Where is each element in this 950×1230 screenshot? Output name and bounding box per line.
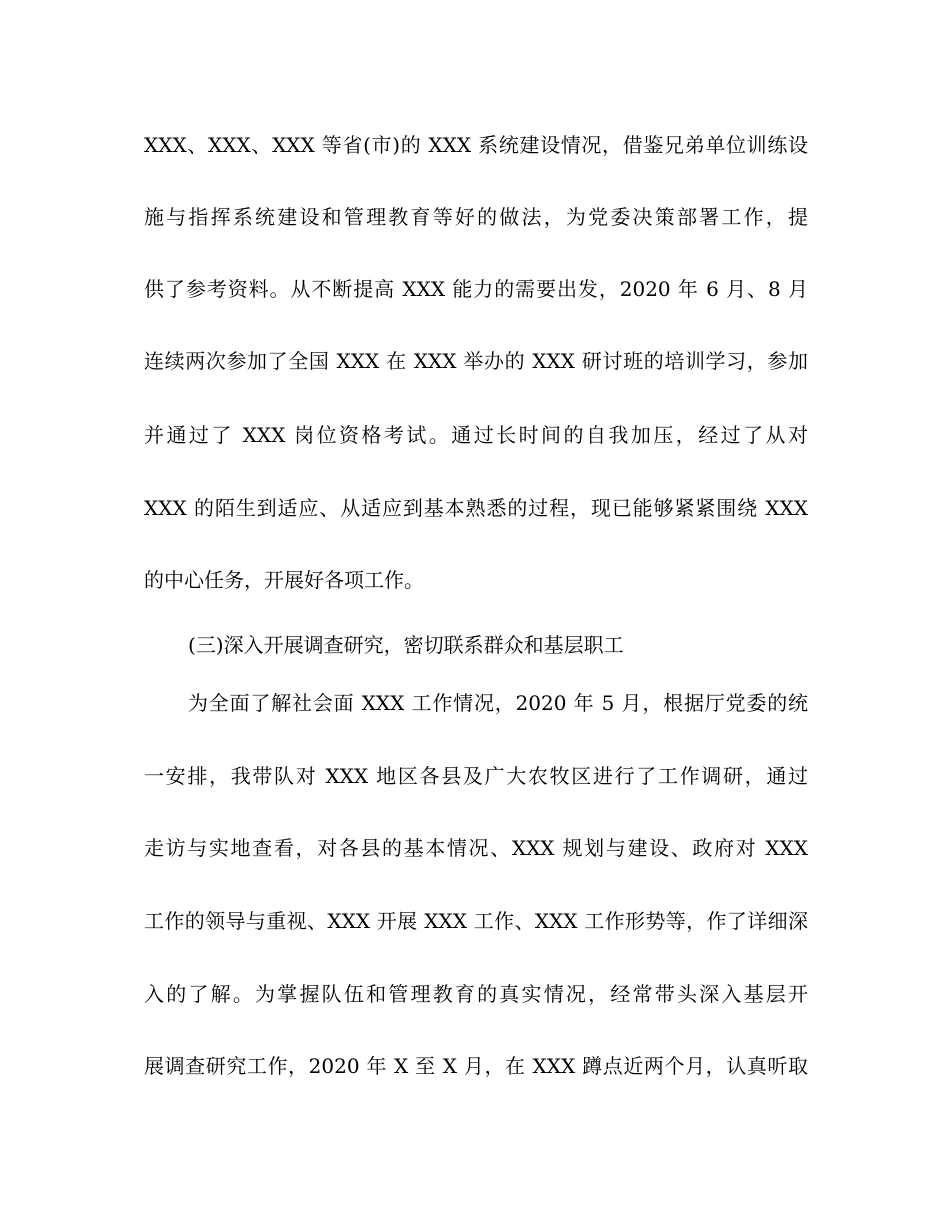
- paragraph-2-line-3: 走访与实地查看，对各县的基本情况、XXX 规划与建设、政府对 XXX: [144, 836, 808, 860]
- paragraph-2-line-2: 一安排，我带队对 XXX 地区各县及广大农牧区进行了工作调研，通过: [144, 764, 808, 788]
- section-heading: (三)深入开展调查研究，密切联系群众和基层职工: [188, 633, 624, 657]
- paragraph-1-line-3: 供了参考资料。从不断提高 XXX 能力的需要出发，2020 年 6 月、8 月: [144, 277, 808, 301]
- paragraph-1-line-7: 的中心任务，开展好各项工作。: [144, 568, 424, 592]
- paragraph-1-line-6: XXX 的陌生到适应、从适应到基本熟悉的过程，现已能够紧紧围绕 XXX: [144, 496, 808, 520]
- paragraph-2-line-5: 入的了解。为掌握队伍和管理教育的真实情况，经常带头深入基层开: [144, 982, 808, 1006]
- paragraph-1-line-2: 施与指挥系统建设和管理教育等好的做法，为党委决策部署工作，提: [144, 205, 808, 229]
- paragraph-2-line-4: 工作的领导与重视、XXX 开展 XXX 工作、XXX 工作形势等，作了详细深: [144, 909, 808, 933]
- paragraph-2-line-1: 为全面了解社会面 XXX 工作情况，2020 年 5 月，根据厅党委的统: [188, 691, 808, 715]
- paragraph-1-line-4: 连续两次参加了全国 XXX 在 XXX 举办的 XXX 研讨班的培训学习，参加: [144, 349, 808, 373]
- paragraph-1-line-1: XXX、XXX、XXX 等省(市)的 XXX 系统建设情况，借鉴兄弟单位训练设: [144, 133, 808, 157]
- paragraph-2-line-6: 展调查研究工作，2020 年 X 至 X 月，在 XXX 蹲点近两个月，认真听取: [144, 1054, 808, 1078]
- paragraph-1-line-5: 并通过了 XXX 岗位资格考试。通过长时间的自我加压，经过了从对: [144, 423, 808, 447]
